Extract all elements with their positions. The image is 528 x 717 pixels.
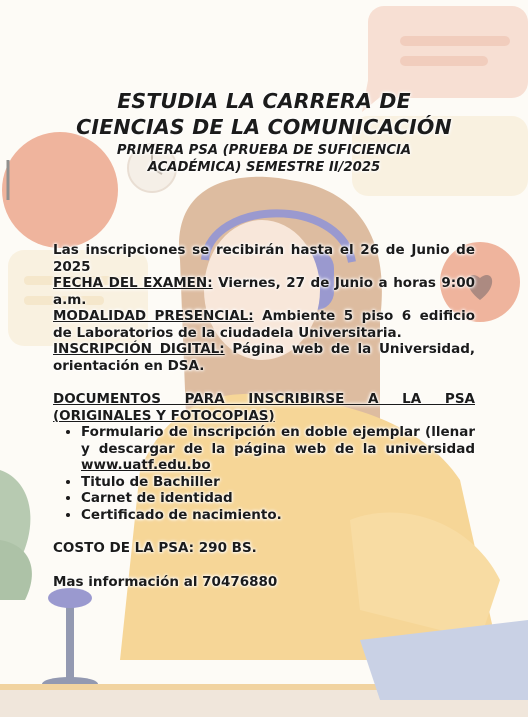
documents-list: [53, 424, 475, 523]
page-title: [20, 88, 508, 140]
list-item: • Carnet de identidad: [81, 490, 475, 507]
subtitle-line-2: ACADÉMICA) SEMESTRE II/2025: [147, 160, 381, 175]
digital-inscription-label: INSCRIPCIÓN DIGITAL:: [53, 341, 225, 357]
exam-date-label: FECHA DEL EXAMEN:: [53, 275, 213, 291]
digital-inscription-value: Página web de la Universidad, orientación en DSA.: [53, 341, 475, 374]
page-subtitle: [40, 142, 488, 176]
title-line-2: CIENCIAS DE LA COMUNICACIÓN: [76, 115, 452, 139]
exam-date-value: Viernes, 27 de Junio a horas 9:00 a.m.: [53, 275, 475, 308]
title-line-1: ESTUDIA LA CARRERA DE: [117, 89, 411, 113]
more-info: Mas información al 70476880: [53, 573, 278, 590]
list-item: • Titulo de Bachiller: [81, 474, 475, 491]
documents-heading: DOCUMENTOS PARA INSCRIBIRSE A LA PSA (ORIGINALES Y FOTOCOPIAS): [53, 391, 475, 424]
modality: [53, 308, 475, 341]
exam-date: [53, 275, 475, 308]
info-body: [53, 242, 475, 590]
university-website-link[interactable]: www.uatf.edu.bo: [81, 457, 211, 473]
inscriptions-deadline: Las inscripciones se recibirán hasta el 26 de Junio de 2025: [53, 242, 475, 275]
list-item: • Certificado de nacimiento.: [81, 507, 475, 524]
cost: COSTO DE LA PSA: 290 BS.: [53, 540, 257, 556]
modality-label: MODALIDAD PRESENCIAL:: [53, 308, 254, 324]
modality-value: Ambiente 5 piso 6 edificio de Laboratorios de la ciudadela Universitaria.: [53, 308, 475, 341]
spacer: [53, 557, 475, 574]
form-item-text: Formulario de inscripción en doble ejemplar (llenar y descargar de la página web de la universidad: [81, 424, 475, 457]
microphone-stand: [66, 600, 74, 680]
list-item: [81, 424, 475, 474]
spacer: [53, 374, 475, 391]
spacer: [53, 523, 475, 540]
subtitle-line-1: PRIMERA PSA (PRUEBA DE SUFICIENCIA: [116, 143, 412, 158]
digital-inscription: [53, 341, 475, 374]
